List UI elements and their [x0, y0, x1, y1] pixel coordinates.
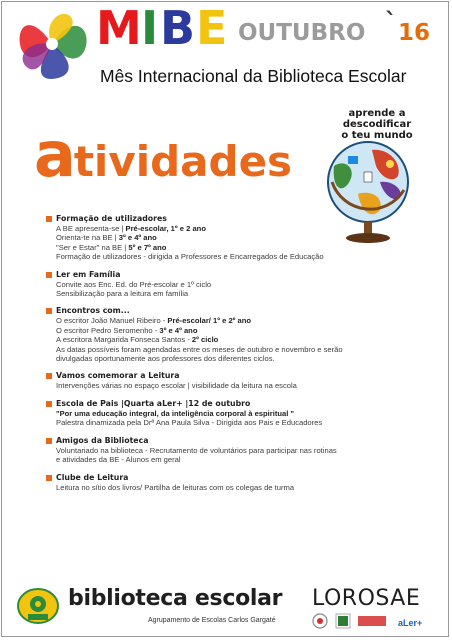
year-apostrophe: ` [385, 8, 397, 36]
mibe-letter-b: B [160, 1, 195, 55]
section-formacao [56, 214, 436, 262]
section-heading: Encontros com... [56, 306, 436, 316]
section-ler-em-familia [56, 270, 436, 299]
orange-bullet-icon [46, 475, 52, 481]
section-amigos [56, 436, 436, 465]
svg-text:aLer+: aLer+ [398, 618, 423, 628]
mibe-letter-e: E [196, 1, 227, 55]
mibe-swirl-logo [12, 4, 94, 82]
partner-logos [310, 610, 442, 632]
tagline-line-2: o teu mundo [341, 130, 413, 141]
section-line: e atividades da BE - Alunos em geral [56, 455, 181, 465]
section-line: O escritor Pedro Seromenho - 3º e 4º ano [56, 325, 198, 335]
section-line: Sensibilização para a leitura em família [56, 289, 189, 299]
orange-bullet-icon [46, 308, 52, 314]
section-line: A BE apresenta-se | Pré-escolar, 1º e 2 ano [56, 224, 206, 233]
section-line: Palestra dinamizada pela Drª Ana Paula Silva - Dirigida aos Pais e Educadores [56, 418, 323, 428]
section-line: Orienta-te na BE | 3º e 4º ano [56, 233, 157, 243]
tagline-line-1: aprende a descodificar [342, 108, 412, 130]
section-line: "Ser e Estar" na BE | 5º e 7º ano [56, 242, 167, 252]
section-line: Formação de utilizadores - dirigida a Professores e Encarregados de Educação [56, 252, 324, 262]
section-line: As datas possíveis foram agendadas entre os meses de outubro e novembro e serão [56, 344, 343, 354]
title-first-letter: a [34, 118, 74, 191]
section-line: Leitura no sítio dos livros/ Partilha de leituras com os colegas de turma [56, 482, 295, 492]
section-line: Intervenções várias no espaço escolar | visibilidade da leitura na escola [56, 381, 297, 391]
section-heading: Clube de Leitura [56, 473, 436, 483]
section-heading: Formação de utilizadores [56, 214, 436, 224]
section-line: divulgadas oportunamente aos professores dos diferentes ciclos. [56, 354, 275, 364]
orange-bullet-icon [46, 373, 52, 379]
section-heading: Ler em Família [56, 270, 436, 280]
section-heading: Escola de Pais |Quarta aLer+ |12 de outubro [56, 399, 436, 409]
orange-bullet-icon [46, 272, 52, 278]
page-title [34, 118, 292, 191]
section-clube-leitura [56, 473, 436, 492]
orange-bullet-icon [46, 438, 52, 444]
month-label: OUTUBRO [238, 20, 366, 46]
title-rest: tividades [73, 137, 293, 186]
section-comemorar [56, 371, 436, 390]
section-line: O escritor João Manuel Ribeiro - Pré-escolar/ 1º e 2º ano [56, 316, 252, 326]
orange-bullet-icon [46, 401, 52, 407]
section-line: "Por uma educação integral, da inteligência corporal à espiritual " [56, 408, 295, 418]
mibe-letter-i: I [141, 1, 158, 55]
section-heading: Vamos comemorar a Leitura [56, 371, 436, 381]
year-label: 16 [398, 20, 431, 46]
section-encontros [56, 306, 436, 363]
footer-lorosae: LOROSAE [312, 586, 421, 611]
school-logo-icon [14, 584, 62, 628]
section-escola-de-pais [56, 399, 436, 428]
orange-bullet-icon [46, 216, 52, 222]
activities-list [56, 214, 436, 500]
section-line: Convite aos Enc. Ed. do Pré-escolar e 1º ciclo [56, 279, 212, 289]
section-line: A escritora Margarida Fonseca Santos - 2º ciclo [56, 335, 219, 345]
section-line: Voluntariado na biblioteca - Recrutamento de voluntários para participar nas rotinas [56, 445, 337, 455]
section-heading: Amigos da Biblioteca [56, 436, 436, 446]
mibe-letter-m: M [96, 1, 141, 55]
footer-title: biblioteca escolar [68, 586, 283, 611]
header-subtitle: Mês Internacional da Biblioteca Escolar [100, 66, 407, 86]
footer-subtitle: Agrupamento de Escolas Carlos Gargaté [148, 617, 276, 624]
